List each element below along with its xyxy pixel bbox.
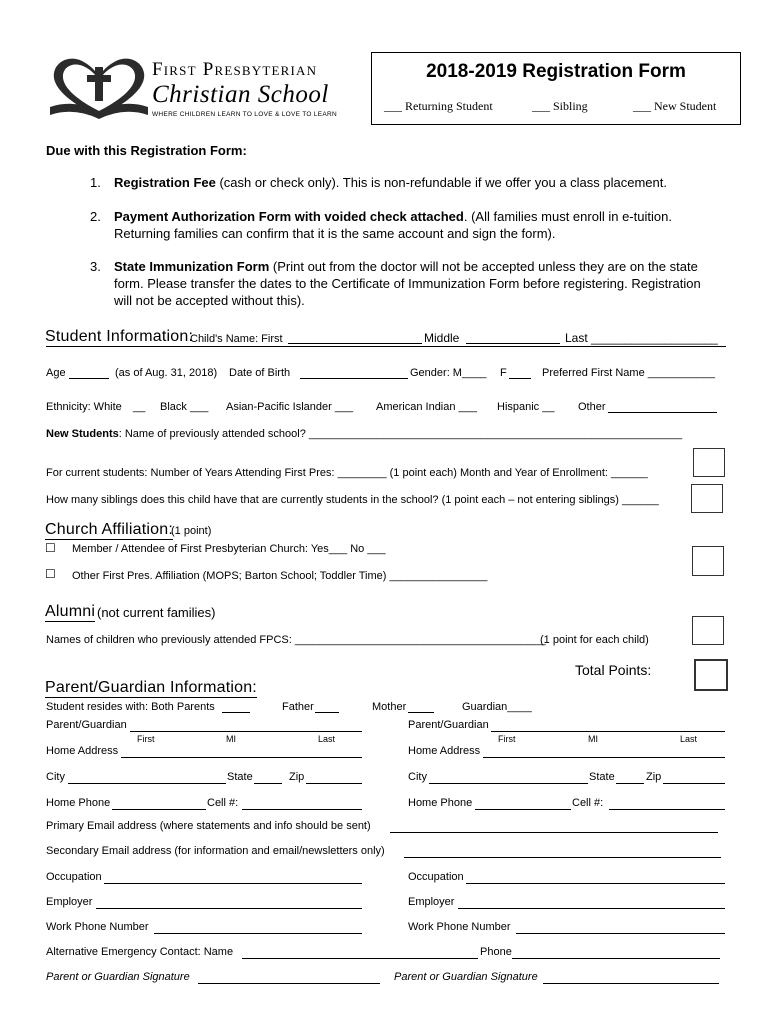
ethnicity-black[interactable]: Black ___ xyxy=(160,401,209,413)
returning-student-option[interactable]: ___ Returning Student xyxy=(384,99,493,113)
pg2-zip-label: Zip xyxy=(646,771,662,783)
item-text xyxy=(114,208,714,242)
pg2-last-caption: Last xyxy=(680,734,698,744)
child-middle-label: Middle xyxy=(424,331,460,345)
item-bold: Registration Fee xyxy=(114,175,216,190)
pg1-cell-field[interactable] xyxy=(242,798,362,810)
pg1-cell-label: Cell #: xyxy=(207,797,239,809)
pg2-occupation-field[interactable] xyxy=(466,872,725,884)
signature-2-label: Parent or Guardian Signature xyxy=(394,971,538,983)
ethnicity-hispanic[interactable]: Hispanic __ xyxy=(497,401,555,413)
form-title: 2018-2019 Registration Form xyxy=(426,61,686,82)
child-last-label[interactable]: Last ___________________ xyxy=(565,331,718,345)
pg1-zip-label: Zip xyxy=(289,771,305,783)
alumni-heading: Alumni xyxy=(45,603,96,620)
alt-contact-phone-label: Phone xyxy=(480,946,512,958)
resides-label: Student resides with: Both Parents xyxy=(46,701,215,713)
pg2-zip-field[interactable] xyxy=(663,772,725,784)
pg1-first-caption: First xyxy=(137,734,155,744)
item-number: 3. xyxy=(90,259,101,274)
ethnicity-other-field[interactable] xyxy=(608,401,717,413)
guardian-option[interactable]: Guardian____ xyxy=(462,701,532,713)
item-number: 2. xyxy=(90,209,101,224)
total-points-label: Total Points: xyxy=(575,662,652,678)
other-affiliation-line[interactable]: Other First Pres. Affiliation (MOPS; Barton School; Toddler Time) ________________ xyxy=(72,570,488,582)
pg1-city-field[interactable] xyxy=(68,772,226,784)
points-box-siblings[interactable] xyxy=(691,484,723,513)
pg1-name-label: Parent/Guardian xyxy=(46,719,127,731)
dob-field[interactable] xyxy=(300,367,408,379)
ethnicity-other-label: Other xyxy=(578,401,606,413)
item-number: 1. xyxy=(90,175,101,190)
siblings-line[interactable]: How many siblings does this child have that are currently students in the school? (1 point each – not entering siblings) ______ xyxy=(46,494,659,506)
alumni-subheading: (not current families) xyxy=(97,605,216,620)
item-text xyxy=(114,174,667,191)
pg1-state-label: State xyxy=(227,771,253,783)
gender-label[interactable]: Gender: M____ xyxy=(410,367,487,379)
both-parents-field[interactable] xyxy=(222,701,250,713)
total-points-box[interactable] xyxy=(694,659,728,691)
pg2-home-phone-label: Home Phone xyxy=(408,797,473,809)
new-students-bold: New Students xyxy=(46,428,119,440)
item-text xyxy=(114,258,714,309)
new-students-line[interactable] xyxy=(46,428,682,440)
primary-email-field[interactable] xyxy=(390,821,718,833)
dob-label: Date of Birth xyxy=(229,367,291,379)
child-middle-field[interactable] xyxy=(466,332,560,344)
pg2-city-label: City xyxy=(408,771,427,783)
gender-f-label: F xyxy=(500,367,507,379)
pg1-home-address-label: Home Address xyxy=(46,745,119,757)
heart-book-cross-icon xyxy=(44,55,154,125)
father-field[interactable] xyxy=(315,701,339,713)
pg1-home-phone-label: Home Phone xyxy=(46,797,111,809)
title-box xyxy=(371,52,741,125)
pg1-mi-caption: MI xyxy=(226,734,236,744)
ethnicity-asian[interactable]: Asian-Pacific Islander ___ xyxy=(226,401,354,413)
member-checkbox[interactable]: ☐ xyxy=(45,541,56,555)
alt-contact-phone-field[interactable] xyxy=(512,947,720,959)
points-box-church[interactable] xyxy=(692,546,724,576)
pg1-occupation-label: Occupation xyxy=(46,871,102,883)
pg2-employer-label: Employer xyxy=(408,896,455,908)
logo-tagline: WHERE CHILDREN LEARN TO LOVE & LOVE TO LEARN xyxy=(152,111,338,118)
pg2-city-field[interactable] xyxy=(429,772,588,784)
child-first-name-label: Child's Name: First xyxy=(190,333,283,345)
ethnicity-american-indian[interactable]: American Indian ___ xyxy=(376,401,477,413)
gender-f-field[interactable] xyxy=(509,367,531,379)
pg1-home-address-field[interactable] xyxy=(121,746,362,758)
item-bold: Payment Authorization Form with voided check attached xyxy=(114,209,464,224)
due-heading: Due with this Registration Form: xyxy=(46,143,247,158)
parent-heading: Parent/Guardian Information: xyxy=(45,679,257,696)
ethnicity-label: Ethnicity: White xyxy=(46,401,122,413)
other-affiliation-checkbox[interactable]: ☐ xyxy=(45,567,56,581)
pg1-work-phone-field[interactable] xyxy=(154,922,362,934)
pg2-cell-label: Cell #: xyxy=(572,797,604,809)
pg2-first-caption: First xyxy=(498,734,516,744)
secondary-email-field[interactable] xyxy=(404,846,721,858)
signature-1-label: Parent or Guardian Signature xyxy=(46,971,190,983)
pg2-cell-field[interactable] xyxy=(609,798,725,810)
pg2-home-address-field[interactable] xyxy=(483,746,725,758)
signature-1-field[interactable] xyxy=(198,972,380,984)
new-students-text: : Name of previously attended school? _____________________________________________________________ xyxy=(118,428,683,440)
alumni-points: (1 point for each child) xyxy=(540,634,649,646)
church-heading: Church Affiliation: xyxy=(45,521,174,538)
pg2-occupation-label: Occupation xyxy=(408,871,464,883)
age-as-of: (as of Aug. 31, 2018) xyxy=(115,367,218,379)
pg1-zip-field[interactable] xyxy=(306,772,362,784)
points-box-years[interactable] xyxy=(693,448,725,477)
pg1-employer-label: Employer xyxy=(46,896,93,908)
pg2-employer-field[interactable] xyxy=(458,897,725,909)
father-label: Father xyxy=(282,701,314,713)
item-bold: State Immunization Form xyxy=(114,259,270,274)
church-points: (1 point) xyxy=(171,525,212,537)
pg2-home-phone-field[interactable] xyxy=(475,798,571,810)
logo-line1: First Presbyterian xyxy=(152,59,318,80)
new-student-option[interactable]: ___ New Student xyxy=(633,99,717,113)
years-attending-line[interactable]: For current students: Number of Years Attending First Pres: ________ (1 point each) Month and Year of Enrollment: ______ xyxy=(46,467,648,479)
logo-line2: Christian School xyxy=(152,81,329,108)
child-first-name-field[interactable] xyxy=(288,332,422,344)
alt-contact-label: Alternative Emergency Contact: Name xyxy=(46,946,234,958)
preferred-name-label[interactable]: Preferred First Name ___________ xyxy=(542,367,716,379)
mother-field[interactable] xyxy=(408,701,434,713)
mother-label: Mother xyxy=(372,701,407,713)
item-rest: . (All families must enroll in e-tuition. Returning families can confirm that it is the same account and sign the form). xyxy=(114,209,672,241)
pg1-state-field[interactable] xyxy=(254,772,282,784)
pg1-occupation-field[interactable] xyxy=(104,872,362,884)
pg2-work-phone-field[interactable] xyxy=(516,922,725,934)
pg1-city-label: City xyxy=(46,771,65,783)
school-logo xyxy=(44,55,364,127)
pg1-name-field[interactable] xyxy=(130,720,362,732)
pg2-state-field[interactable] xyxy=(616,772,644,784)
sibling-option[interactable]: ___ Sibling xyxy=(532,99,588,113)
item-rest: (cash or check only). This is non-refundable if we offer you a class placement. xyxy=(215,175,667,190)
pg2-mi-caption: MI xyxy=(588,734,598,744)
pg1-work-phone-label: Work Phone Number xyxy=(46,921,149,933)
pg1-employer-field[interactable] xyxy=(96,897,362,909)
pg2-name-label: Parent/Guardian xyxy=(408,719,489,731)
student-info-heading: Student Information: xyxy=(45,328,194,345)
member-line[interactable]: Member / Attendee of First Presbyterian Church: Yes___ No ___ xyxy=(72,543,386,555)
alumni-names-line[interactable]: Names of children who previously attended FPCS: _________________________________________ xyxy=(46,634,546,646)
signature-2-field[interactable] xyxy=(543,972,719,984)
age-field[interactable] xyxy=(69,367,109,379)
points-box-alumni[interactable] xyxy=(692,616,724,645)
pg2-work-phone-label: Work Phone Number xyxy=(408,921,511,933)
pg2-name-field[interactable] xyxy=(491,720,725,732)
pg1-home-phone-field[interactable] xyxy=(112,798,206,810)
item-rest: (Print out from the doctor will not be accepted unless they are on the state form. Please transfer the dates to the Certificate of Immunization Form before registering. Registration will not be accepted without this). xyxy=(114,259,701,308)
ethnicity-white-field[interactable]: __ xyxy=(133,401,146,413)
primary-email-label: Primary Email address (where statements and info should be sent) xyxy=(46,820,371,832)
secondary-email-label: Secondary Email address (for information and email/newsletters only) xyxy=(46,845,385,857)
age-label: Age xyxy=(46,367,66,379)
pg1-last-caption: Last xyxy=(318,734,336,744)
alt-contact-name-field[interactable] xyxy=(242,947,478,959)
pg2-home-address-label: Home Address xyxy=(408,745,481,757)
pg2-state-label: State xyxy=(589,771,615,783)
